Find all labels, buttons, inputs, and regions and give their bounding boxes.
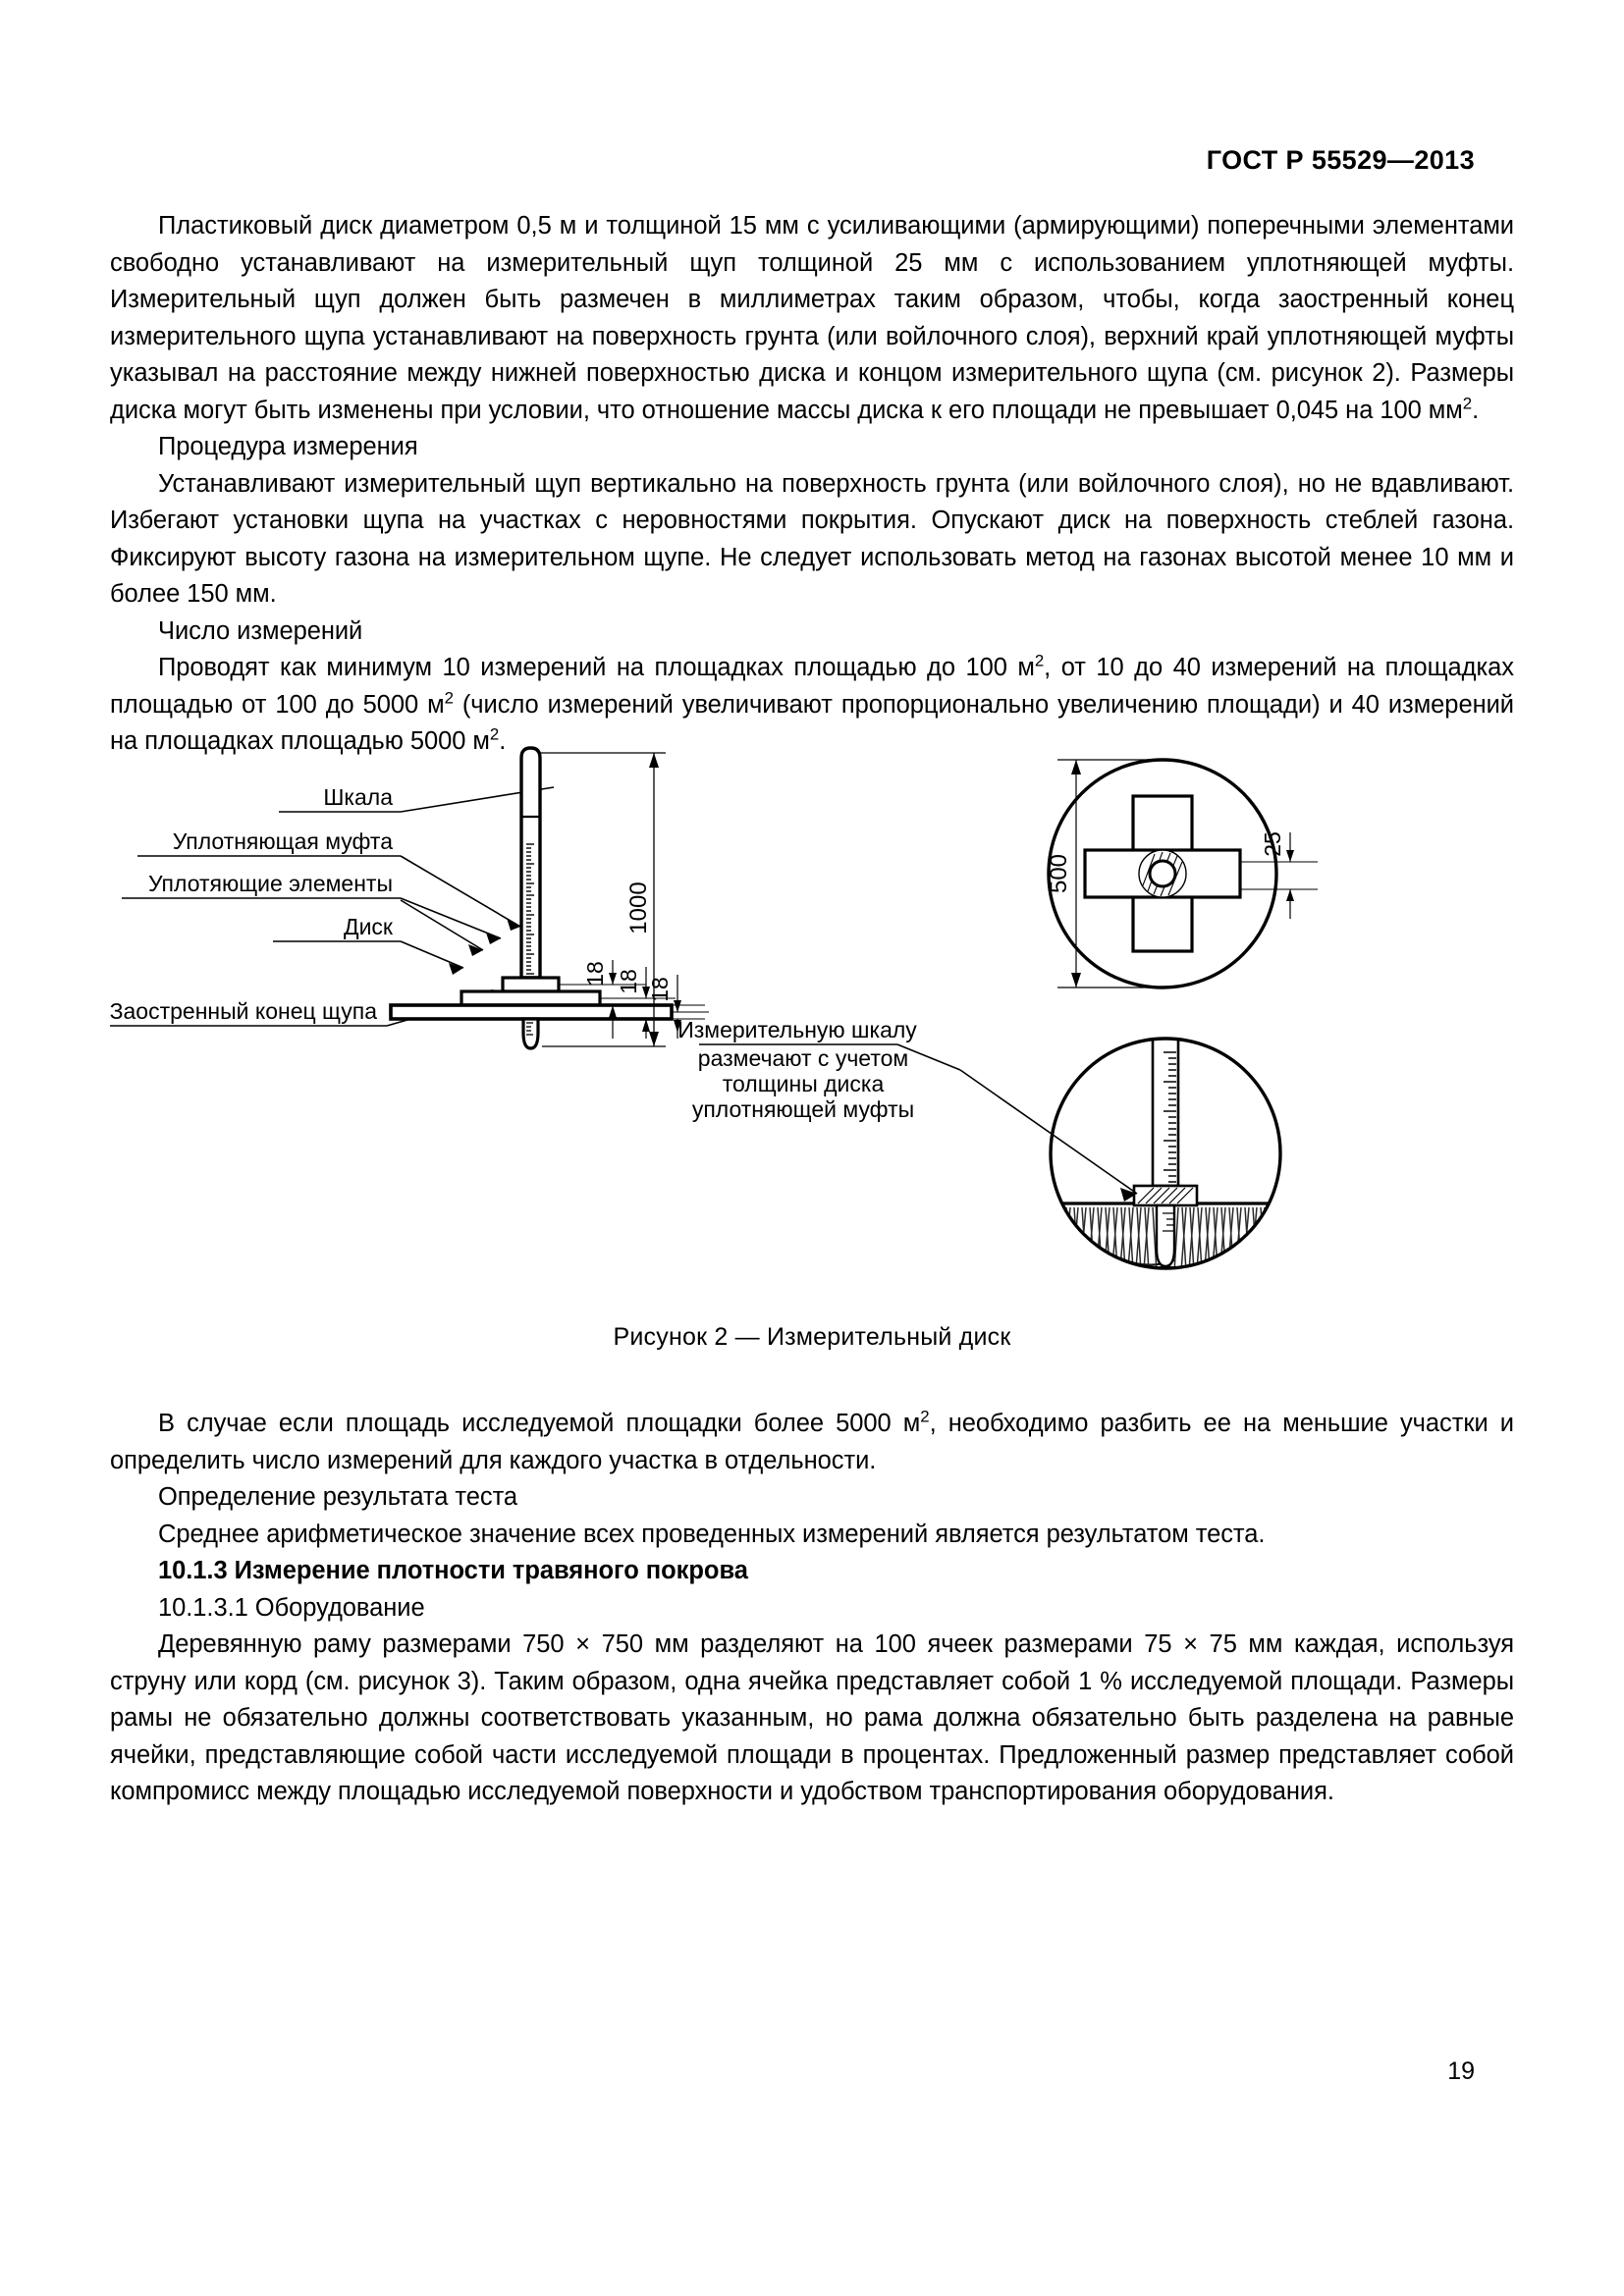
superscript-square: 2 bbox=[489, 724, 500, 744]
label-text-sealing-sleeve: Уплотняющая муфта bbox=[172, 828, 393, 854]
body-text-lower bbox=[110, 1406, 1514, 1811]
subsection-heading-10-1-3-1: 10.1.3.1 Оборудование bbox=[158, 1593, 425, 1622]
callout-line-1: Измерительную шкалу bbox=[677, 1017, 917, 1042]
disc-plan-view bbox=[1046, 760, 1318, 988]
paragraph-wooden-frame: Деревянную раму размерами 750 × 750 мм разделяют на 100 ячеек размерами 75 × 75 мм каждая, используя струну или корд (см. рисунок 3). Таким образом, одна ячейка представляет собой 1 % исследуемой площади. Размеры рамы не обязательно должны соответствовать указанным, но рама должна обязательно быть разделена на равные ячейки, представляющие собой части исследуемой площади в процентах. Предложенный размер представляет собой компромисс между площадью исследуемой поверхности и удобством транспортирования оборудования. bbox=[110, 1630, 1514, 1805]
page-number: 19 bbox=[1447, 2057, 1475, 2085]
heading-number-of-measurements: Число измерений bbox=[158, 616, 363, 645]
callout-line-3: толщины диска bbox=[722, 1071, 885, 1096]
paragraph-text-tail: , необходимо разбить ее на меньшие участки и определить число измерений для каждого участка в отдельности. bbox=[110, 1410, 1514, 1474]
paragraph-text: , от 10 до 40 измерений на площадках площадью от 100 до 5000 м bbox=[110, 654, 1514, 719]
paragraph-text: Пластиковый диск диаметром 0,5 м и толщиной 15 мм с усиливающими (армирующими) поперечными элементами свободно устанавливают на измерительный щуп толщиной 25 мм с использованием уплотняющей муфты. Измерительный щуп должен быть размечен в миллиметрах таким образом, чтобы, когда заостренный конец измерительного щупа устанавливают на поверхность грунта (или войлочного слоя), верхний край уплотняющей муфты указывал на расстояние между нижней поверхностью диска и концом измерительного щупа (см. рисунок 2). Размеры диска могут быть изменены при условии, что отношение массы диска к его площади не превышает 0,045 на 100 мм bbox=[110, 212, 1514, 424]
label-text-disc: Диск bbox=[344, 914, 393, 939]
detail-probe-tip bbox=[1157, 1205, 1174, 1266]
dimension-text-25: 25 bbox=[1260, 831, 1285, 857]
paragraph-text: В случае если площадь исследуемой площадки более 5000 м bbox=[158, 1410, 921, 1437]
figure-2 bbox=[110, 746, 1514, 1374]
figure-caption: Рисунок 2 — Измерительный диск bbox=[613, 1323, 1011, 1351]
sealing-sleeve-part bbox=[503, 978, 559, 991]
body-text-upper bbox=[110, 208, 1514, 761]
probe-hub-hatch bbox=[1139, 850, 1186, 897]
dimension-text-18-a: 18 bbox=[582, 961, 608, 987]
paragraph-number-of-measurements bbox=[110, 650, 1514, 761]
callout-line-4: уплотняющей муфты bbox=[691, 1096, 915, 1122]
figure-label-sealing-elements bbox=[122, 871, 501, 956]
paragraph-plastic-disc bbox=[110, 208, 1514, 429]
detail-view-grass bbox=[960, 1039, 1280, 1282]
dimension-text-1000: 1000 bbox=[625, 881, 652, 934]
callout-line-2: размечают с учетом bbox=[697, 1045, 909, 1071]
dimension-text-18-c: 18 bbox=[647, 977, 673, 1002]
heading-measurement-procedure: Процедура измерения bbox=[158, 433, 418, 460]
detail-sealing-sleeve bbox=[1134, 1186, 1197, 1205]
document-header: ГОСТ Р 55529—2013 bbox=[1206, 145, 1475, 175]
paragraph-measurement-procedure: Устанавливают измерительный щуп вертикально на поверхность грунта (или войлочного слоя), но не вдавливают. Избегают установки щупа на участках с неровностями покрытия. Опускают диск на поверхность стеблей газона. Фиксируют высоту газона на измерительном щупе. Не следует использовать метод на газонах высотой менее 10 мм и более 150 мм. bbox=[110, 469, 1514, 608]
heading-test-result: Определение результата теста bbox=[158, 1483, 518, 1511]
figure-label-scale bbox=[279, 784, 554, 812]
disc-plate bbox=[391, 1005, 672, 1019]
superscript-square: 2 bbox=[444, 688, 454, 707]
sealing-element-plate bbox=[461, 991, 600, 1005]
paragraph-text: Проводят как минимум 10 измерений на площадках площадью до 100 м bbox=[158, 654, 1035, 681]
dimension-text-18-b: 18 bbox=[616, 969, 641, 994]
label-text-scale: Шкала bbox=[323, 784, 393, 810]
paragraph-arithmetic-mean: Среднее арифметическое значение всех проведенных измерений является результатом теста. bbox=[158, 1520, 1266, 1548]
paragraph-text-tail: . bbox=[1472, 396, 1480, 424]
superscript-square: 2 bbox=[920, 1407, 930, 1426]
figure-2-drawing bbox=[110, 746, 1514, 1315]
figure-label-disc bbox=[273, 914, 463, 975]
dimension-text-500: 500 bbox=[1046, 853, 1072, 894]
superscript-square: 2 bbox=[1034, 651, 1045, 670]
label-text-sealing-elements: Уплотяющие элементы bbox=[147, 871, 393, 896]
paragraph-area-over-5000 bbox=[110, 1406, 1514, 1479]
superscript-square: 2 bbox=[1462, 394, 1473, 412]
callout-leader-line bbox=[960, 1070, 1137, 1194]
label-text-pointed-end: Заостренный конец щупа bbox=[110, 998, 377, 1024]
paragraph-text: (число измерений увеличивают пропорционально увеличению площади) и 40 измерений на площадках площадью 5000 м bbox=[110, 690, 1514, 755]
section-heading-10-1-3: 10.1.3 Измерение плотности травяного покрова bbox=[158, 1557, 748, 1584]
figure-callout-scale-marking bbox=[677, 1017, 960, 1122]
paragraph-text-tail: . bbox=[499, 727, 507, 755]
